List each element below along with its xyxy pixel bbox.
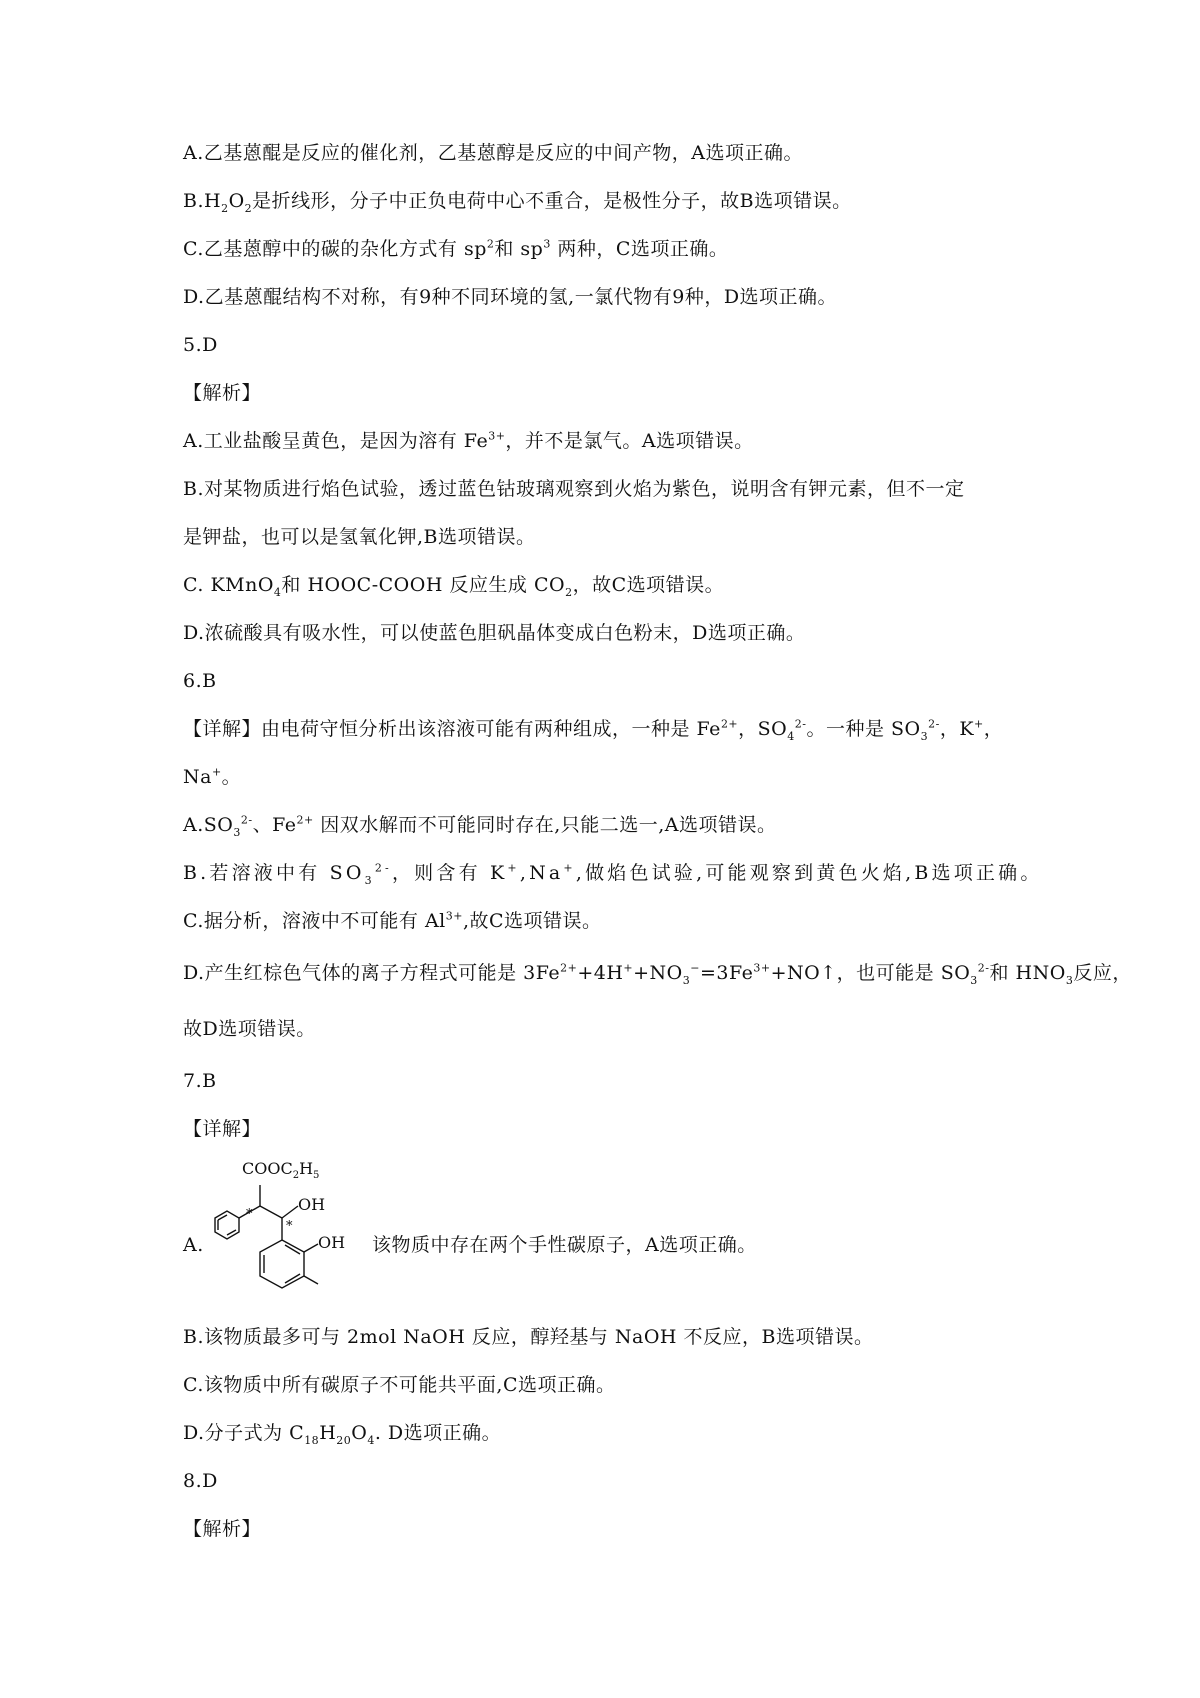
q6-option-c: C.据分析，溶液中不可能有 $Al^{3+}$,故C选项错误。	[183, 909, 602, 932]
q6-option-a: $A.SO_3^{2-}$、$Fe^{2+}$ 因双水解而不可能同时存在,只能二选一,A选项错误。	[183, 813, 777, 839]
label-oh-phenol: OH	[318, 1233, 346, 1252]
label-cooc2h5: $COOC_2H_5$	[242, 1159, 320, 1182]
q7-answer: 7.B	[183, 1070, 217, 1092]
chiral-star-1: *	[246, 1207, 253, 1222]
q5-option-b-line2: 是钾盐，也可以是氢氧化钾,B选项错误。	[183, 526, 536, 548]
q5-answer: 5.D	[183, 334, 218, 356]
q6-option-d: D.产生红棕色气体的离子方程式可能是 $3Fe^{2+}+4H^++NO_3^-=3Fe^{3+}+NO↑$，也可能是 $SO_3^{2-}$和 $HNO_3$反应，	[183, 961, 1132, 987]
q6-option-b: B.若溶液中有 $SO_3^{2-}$，则含有 K+,Na+,做焰色试验,可能观察到黄色火焰,B选项正确。	[183, 861, 1043, 887]
q7-option-c: C.该物质中所有碳原子不可能共平面,C选项正确。	[183, 1374, 616, 1396]
q7-option-b: B.该物质最多可与 2mol NaOH 反应，醇羟基与 NaOH 不反应，B选项错误。	[183, 1326, 874, 1348]
q8-answer: 8.D	[183, 1470, 218, 1492]
q5-option-c: C. KMnO$_4$和 HOOC-COOH 反应生成 $CO_2$，故C选项错误。	[183, 574, 725, 599]
q6-intro: 【详解】由电荷守恒分析出该溶液可能有两种组成，一种是 $Fe^{2+}$，$SO_4^{2-}$。一种是 $SO_3^{2-}$，K+，	[183, 717, 1004, 743]
q5-option-a: A.工业盐酸呈黄色，是因为溶有 $Fe^{3+}$，并不是氯气。A选项错误。	[183, 429, 754, 452]
q6-option-d-cont: 故D选项错误。	[183, 1018, 316, 1040]
q4-option-d: D.乙基蒽醌结构不对称，有9种不同环境的氢,一氯代物有9种，D选项正确。	[183, 286, 838, 308]
q7-option-a: 该物质中存在两个手性碳原子，A选项正确。	[372, 1234, 757, 1256]
q5-option-b-line1: B.对某物质进行焰色试验，透过蓝色钴玻璃观察到火焰为紫色，说明含有钾元素，但不一定	[183, 478, 965, 500]
q4-option-b: $B.H_2O_2$是折线形，分子中正负电荷中心不重合，是极性分子，故B选项错误。	[183, 190, 852, 215]
q8-heading: 【解析】	[183, 1518, 262, 1540]
q5-heading: 【解析】	[183, 382, 262, 404]
q7-heading: 【详解】	[183, 1118, 262, 1140]
benzene-ring-right	[260, 1240, 304, 1288]
q5-option-d: D.浓硫酸具有吸水性，可以使蓝色胆矾晶体变成白色粉末，D选项正确。	[183, 622, 806, 644]
q4-option-a: A.乙基蒽醌是反应的催化剂，乙基蒽醇是反应的中间产物，A选项正确。	[183, 142, 803, 164]
q6-answer: 6.B	[183, 670, 217, 692]
q7-option-d: D.分子式为 $C_{18}H_{20}O_4$. D选项正确。	[183, 1422, 502, 1447]
chiral-star-2: *	[286, 1219, 293, 1234]
q6-intro-cont: Na+。	[183, 765, 242, 788]
label-oh-alcohol: OH	[298, 1195, 326, 1214]
q4-option-c: C.乙基蒽醇中的碳的杂化方式有 $sp^2$和 $sp^3$ 两种，C选项正确。	[183, 237, 729, 260]
q7-option-a-prefix: A.	[183, 1234, 204, 1256]
chemical-structure-diagram	[200, 1160, 385, 1305]
